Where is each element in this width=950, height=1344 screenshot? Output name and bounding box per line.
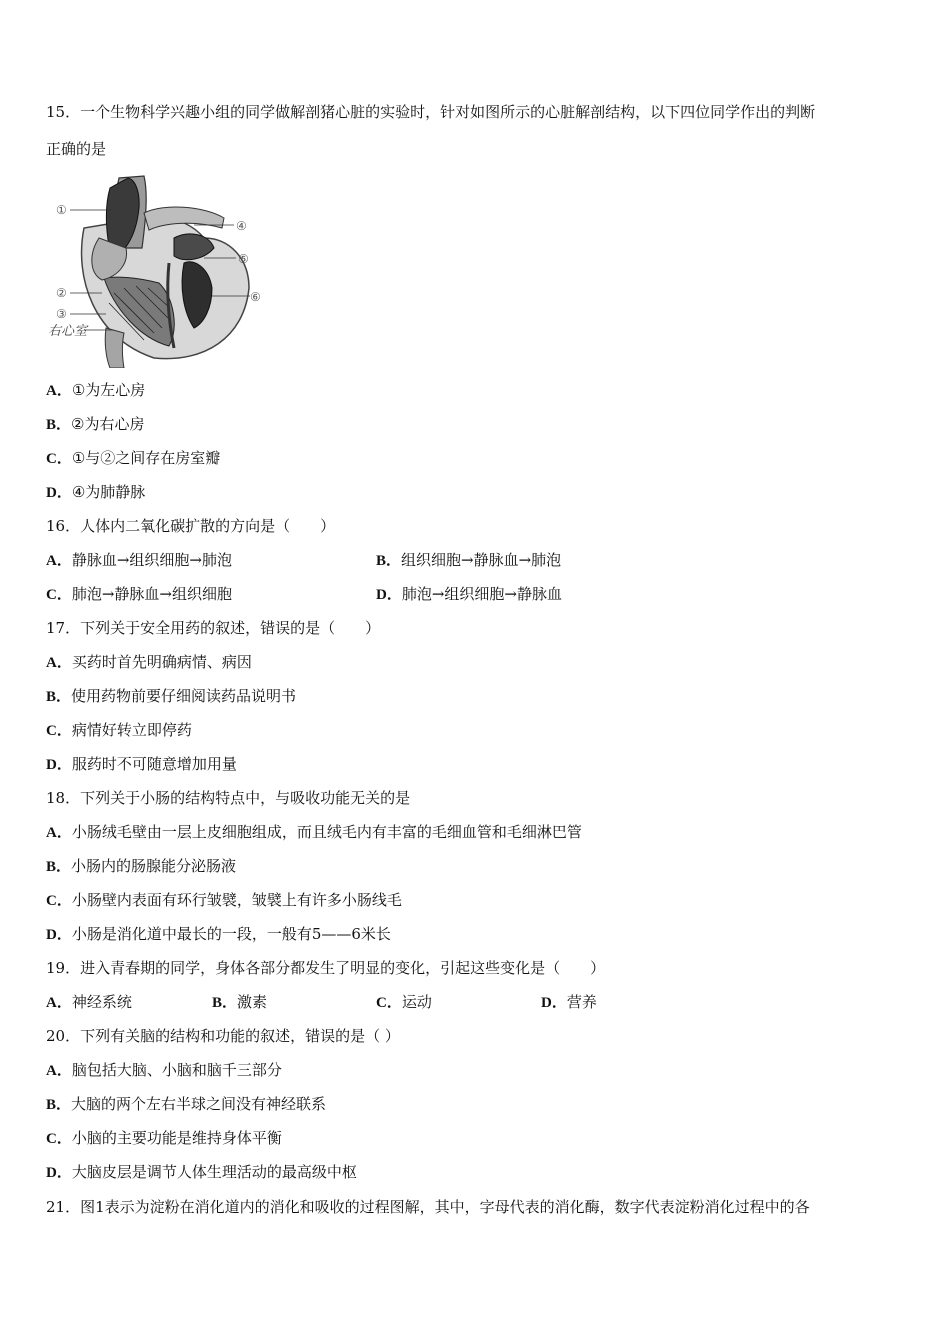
option-label: B． — [46, 689, 72, 705]
q16-stem: 16．人体内二氧化碳扩散的方向是（ ） — [46, 517, 336, 535]
option-text: ④为肺静脉 — [71, 483, 146, 501]
option-text: 静脉血→组织细胞→肺泡 — [71, 551, 232, 569]
option-label: D． — [46, 485, 72, 501]
q16-option-b — [376, 550, 561, 571]
q21-stem: 21．图1表示为淀粉在消化道内的消化和吸收的过程图解，其中，字母代表的消化酶，数字代表淀粉消化过程中的各 — [46, 1198, 810, 1216]
option-label: C． — [46, 587, 72, 603]
option-text: 大脑皮层是调节人体生理活动的最高级中枢 — [71, 1163, 357, 1181]
q19-option-c — [376, 992, 432, 1013]
option-text: 小脑的主要功能是维持身体平衡 — [71, 1129, 282, 1147]
figure-mark-6: ⑥ — [250, 290, 261, 304]
option-text: 肺泡→组织细胞→静脉血 — [401, 585, 562, 603]
q20-stem: 20．下列有关脑的结构和功能的叙述，错误的是（ ） — [46, 1027, 400, 1045]
option-label: B． — [212, 995, 238, 1011]
option-text: 小肠壁内表面有环行皱襞，皱襞上有许多小肠线毛 — [71, 891, 402, 909]
q19-option-b — [212, 992, 267, 1013]
figure-mark-5: ⑤ — [238, 252, 249, 266]
q18-stem: 18．下列关于小肠的结构特点中，与吸收功能无关的是 — [46, 789, 411, 807]
figure-mark-3: ③ — [56, 307, 67, 321]
option-text: ①与②之间存在房室瓣 — [71, 449, 221, 467]
q20-option-a — [46, 1060, 282, 1081]
figure-mark-4: ④ — [236, 219, 247, 233]
q17-stem: 17．下列关于安全用药的叙述，错误的是（ ） — [46, 619, 381, 637]
figure-caption-right-ventricle: 右心室 — [48, 324, 88, 339]
option-label: A． — [46, 383, 72, 399]
q19-option-a — [46, 992, 132, 1013]
option-text: 激素 — [237, 993, 268, 1011]
q19-option-d — [541, 992, 597, 1013]
q16-option-d — [376, 584, 562, 605]
option-label: D． — [46, 757, 72, 773]
q17-option-c — [46, 720, 192, 741]
q15-option-a — [46, 380, 145, 401]
q15-option-c — [46, 448, 220, 469]
q15-stem-line2: 正确的是 — [46, 140, 107, 158]
q20-option-b — [46, 1094, 326, 1115]
option-text: 使用药物前要仔细阅读药品说明书 — [71, 687, 297, 705]
option-label: D． — [46, 1165, 72, 1181]
q15-stem-line1: 15．一个生物科学兴趣小组的同学做解剖猪心脏的实验时，针对如图所示的心脏解剖结构，以下四位同学作出的判断 — [46, 103, 816, 121]
q20-option-c — [46, 1128, 282, 1149]
option-text: 小肠绒毛壁由一层上皮细胞组成，而且绒毛内有丰富的毛细血管和毛细淋巴管 — [71, 823, 582, 841]
q17-option-a — [46, 652, 252, 673]
option-text: ②为右心房 — [71, 415, 145, 433]
option-label: C． — [46, 893, 72, 909]
q19-stem: 19．进入青春期的同学，身体各部分都发生了明显的变化，引起这些变化是（ ） — [46, 959, 606, 977]
option-label: D． — [541, 995, 567, 1011]
option-text: 服药时不可随意增加用量 — [71, 755, 237, 773]
q18-option-a — [46, 822, 582, 843]
option-label: B． — [46, 1097, 72, 1113]
q16-option-c — [46, 584, 232, 605]
q18-option-d — [46, 924, 391, 945]
option-label: B． — [376, 553, 402, 569]
figure-mark-2: ② — [56, 286, 67, 300]
option-label: D． — [46, 927, 72, 943]
option-text: 脑包括大脑、小脑和脑千三部分 — [71, 1061, 282, 1079]
option-label: C． — [46, 451, 72, 467]
option-text: 大脑的两个左右半球之间没有神经联系 — [71, 1095, 327, 1113]
q15-option-b — [46, 414, 144, 435]
option-text: 神经系统 — [71, 993, 132, 1011]
q17-option-d — [46, 754, 237, 775]
option-text: 运动 — [401, 993, 432, 1011]
option-text: 小肠是消化道中最长的一段，一般有5——6米长 — [71, 925, 391, 943]
option-label: A． — [46, 825, 72, 841]
option-label: B． — [46, 417, 72, 433]
q16-option-a — [46, 550, 232, 571]
option-label: A． — [46, 553, 72, 569]
q17-option-b — [46, 686, 296, 707]
q18-option-c — [46, 890, 402, 911]
option-label: A． — [46, 655, 72, 671]
option-text: 病情好转立即停药 — [71, 721, 192, 739]
q15-option-d — [46, 482, 145, 503]
q20-option-d — [46, 1162, 357, 1183]
option-text: 买药时首先明确病情、病因 — [71, 653, 252, 671]
option-text: 营养 — [566, 993, 597, 1011]
option-text: 组织细胞→静脉血→肺泡 — [401, 551, 562, 569]
q18-option-b — [46, 856, 236, 877]
figure-mark-1: ① — [56, 203, 67, 217]
option-label: A． — [46, 995, 72, 1011]
option-label: B． — [46, 859, 72, 875]
option-text: 肺泡→静脉血→组织细胞 — [71, 585, 232, 603]
option-label: A． — [46, 1063, 72, 1079]
option-text: 小肠内的肠腺能分泌肠液 — [71, 857, 237, 875]
option-label: C． — [376, 995, 402, 1011]
option-text: ①为左心房 — [71, 381, 146, 399]
option-label: C． — [46, 1131, 72, 1147]
option-label: C． — [46, 723, 72, 739]
option-label: D． — [376, 587, 402, 603]
